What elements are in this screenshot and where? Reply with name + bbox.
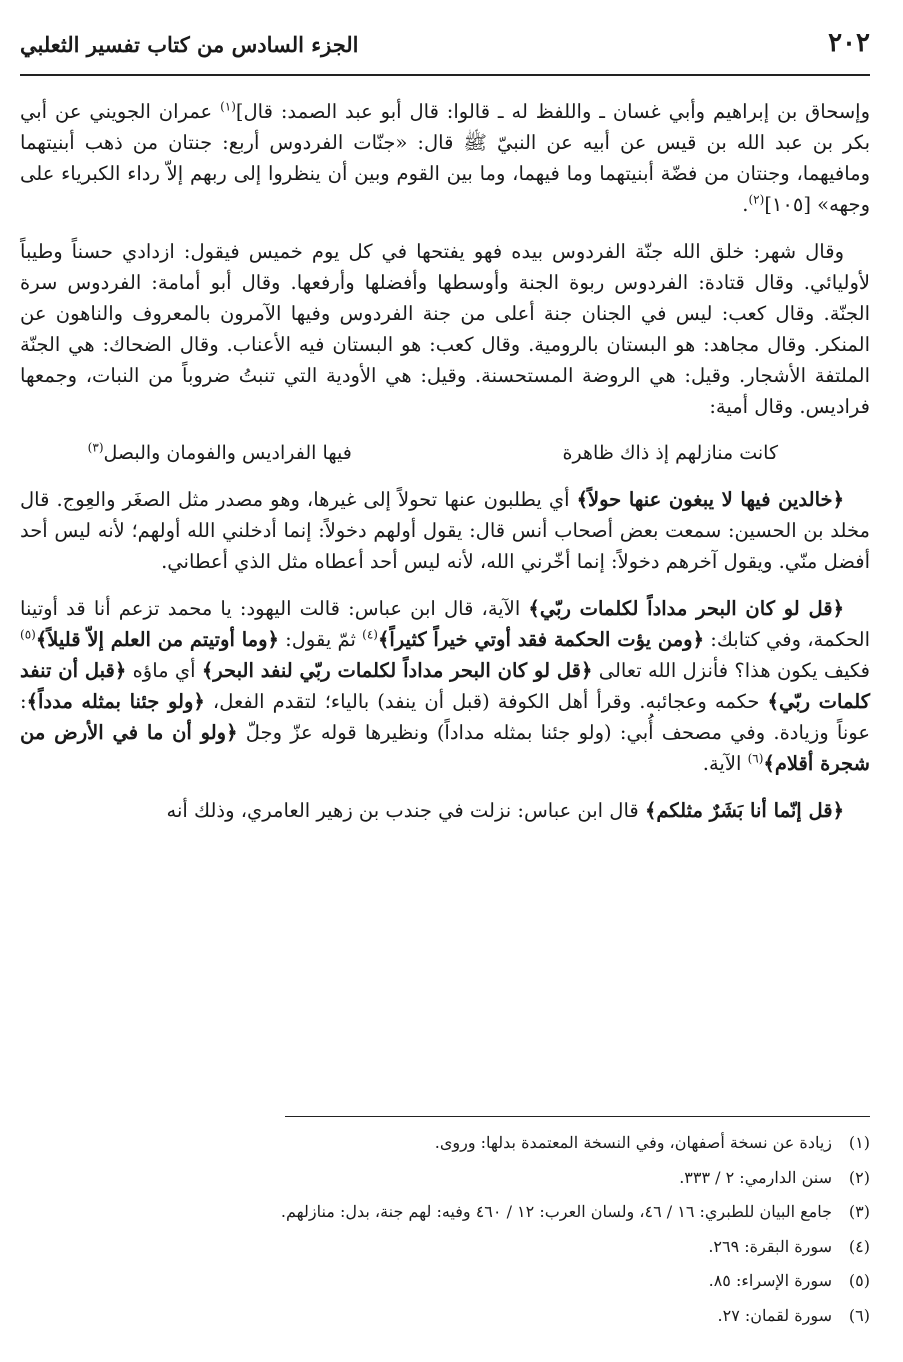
footnote-item xyxy=(20,1299,870,1334)
footnote-text: سورة البقرة: ٢٦٩. xyxy=(708,1236,832,1256)
poetry-verse xyxy=(20,438,870,468)
paragraph xyxy=(20,96,870,220)
quran-quote: ﴿قل لو كان البحر مداداً لكلمات ربّي﴾ xyxy=(528,597,844,620)
quran-quote: ﴿خالدين فيها لا يبغون عنها حولاً﴾ xyxy=(576,488,845,511)
footnote-item xyxy=(20,1195,870,1230)
verse-first-hemistich: كانت منازلهم إذ ذاك ظاهرة xyxy=(562,442,778,464)
footnote-separator xyxy=(285,1116,870,1117)
book-page xyxy=(20,24,870,1344)
quran-quote: ﴿وما أوتيتم من العلم إلاّ قليلاً﴾ xyxy=(35,628,279,651)
quran-quote: ﴿قل إنّما أنا بَشَرٌ مثلكم﴾ xyxy=(644,799,844,822)
text-run: أي ماؤه xyxy=(126,659,202,682)
footnote-ref: (١) xyxy=(220,99,236,114)
running-title: الجزء السادس من كتاب تفسير الثعلبي xyxy=(20,32,359,57)
paragraph xyxy=(20,593,870,779)
text-run: ثمّ يقول: xyxy=(278,628,363,651)
quran-quote: ﴿ومن يؤت الحكمة فقد أوتي خيراً كثيراً﴾ xyxy=(377,628,705,651)
footnote-number: (٢) xyxy=(848,1167,870,1187)
text-run: قال ابن عباس: نزلت في جندب بن زهير العامري، وذلك أنه xyxy=(166,799,645,822)
verse-second-text: فيها الفراديس والفومان والبصل xyxy=(103,442,352,464)
verse-second-hemistich xyxy=(20,438,420,468)
quran-quote: ﴿قل لو كان البحر مداداً لكلمات ربّي لنفد البحر﴾ xyxy=(201,659,593,682)
footnote-text: سورة الإسراء: ٨٥. xyxy=(708,1271,832,1290)
footnote-number: (٤) xyxy=(848,1236,870,1256)
text-run: عمران الجويني عن أبي بكر بن عبد الله بن قيس عن أبيه عن النبيّ ﷺ قال: «جنّات الفردوس أربع: جنتان من ذهب أبنيتهما ومافيهما، وجنتان من فضّة أبنيتهما وما فيهما، وما بين القوم وبين أن ينظروا إلى ربهم إلاّ رداء الكبرياء على وجهه» [١٠٥] xyxy=(20,100,870,216)
footnote-text: زيادة عن نسخة أصفهان، وفي النسخة المعتمدة بدلها: وروى. xyxy=(434,1133,832,1152)
footnote-ref: (٤) xyxy=(362,627,378,642)
footnote-number: (٦) xyxy=(848,1305,870,1325)
footnotes-list xyxy=(20,1126,870,1333)
footnote-number: (١) xyxy=(848,1133,870,1152)
footnote-item xyxy=(20,1264,870,1299)
main-text xyxy=(20,96,870,842)
footnote-number: (٣) xyxy=(848,1202,870,1221)
header-rule xyxy=(20,74,870,76)
paragraph xyxy=(20,795,870,826)
page-header xyxy=(20,24,870,68)
text-run: حكمه وعجائبه. وقرأ أهل الكوفة (قبل أن ينفد) بالياء؛ لتقدم الفعل، xyxy=(204,690,768,713)
text-run: الآية، قال ابن عباس: قالت اليهود: يا محمد تزعم أنا قد أوتينا الحكمة، وفي كتابك: xyxy=(20,597,870,651)
text-run: الآية. xyxy=(702,752,748,775)
footnote-ref: (٦) xyxy=(747,751,764,766)
footnote-text: سنن الدارمي: ٢ / ٣٣٣. xyxy=(679,1167,832,1187)
text-run: فكيف يكون هذا؟ فأنزل الله تعالى xyxy=(592,659,871,682)
footnote-item xyxy=(20,1230,870,1265)
quran-quote: ﴿ولو جئنا بمثله مدداً﴾ xyxy=(26,690,205,713)
footnote-item xyxy=(20,1161,870,1196)
text-run: وقال شهر: خلق الله جنّة الفردوس بيده فهو يفتحها في كل يوم خميس فيقول: ازدادي حسناً وطيباً لأوليائي. وقال قتادة: الفردوس ربوة الجنة وأوسطها وأفضلها وأرفعها. وقال أبو أمامة: الفردوس سرة الجنّة. وقال كعب: ليس في الجنان جنة أعلى من جنة الفردوس وفيها الآمرون بالمعروف والناهون عن المنكر. وقال مجاهد: هو البستان بالرومية. وقال كعب: هو البستان فيه الأعناب. وقال الضحاك: هي الجنّة الملتفة الأشجار. وقيل: هي الروضة المستحسنة. وقيل: هي الأودية التي تنبتُ ضروباً من النبات، وجمعها فراديس. وقال أمية: xyxy=(20,240,870,418)
page-number: ٢٠٢ xyxy=(828,28,870,58)
footnote-ref: (٢) xyxy=(748,192,765,207)
paragraph xyxy=(20,236,870,422)
quran-quote: ﴿ولو أن ما في الأرض من شجرة أقلام﴾ xyxy=(20,721,870,775)
paragraph-group-1 xyxy=(20,96,870,422)
footnote-ref: (٥) xyxy=(20,627,36,642)
text-run: أي يطلبون عنها تحولاً إلى غيرها، وهو مصدر مثل الصغَر والعِوج. قال مخلد بن الحسين: سمعت بعض أصحاب أنس قال: يقول أولهم دخولاً: إنما أدخلني الله أولهم؛ لأنه ليس أحد أفضل منّي. ويقول آخرهم دخولاً: إنما أخّرني الله، لأنه ليس أحد أعطاه مثل الذي أعطاني. xyxy=(20,488,870,573)
footnote-text: جامع البيان للطبري: ١٦ / ٤٦، ولسان العرب: ١٢ / ٤٦٠ وفيه: لهم جنة، بدل: منازلهم. xyxy=(280,1202,832,1221)
footnote-number: (٥) xyxy=(848,1271,870,1290)
text-run: : عوناً وزيادة. وفي مصحف أُبي: (ولو جئنا بمثله مداداً) ونظيرها قوله عزّ وجلّ xyxy=(20,690,870,744)
text-run: وإسحاق بن إبراهيم وأبي غسان ـ واللفظ له ـ قالوا: قال أبو عبد الصمد: قال] xyxy=(235,100,870,123)
text-run: . xyxy=(742,193,749,216)
paragraph-group-2 xyxy=(20,484,870,826)
footnote-text: سورة لقمان: ٢٧. xyxy=(717,1305,832,1325)
verse-footnote-ref: (٣) xyxy=(87,440,104,455)
footnote-item xyxy=(20,1126,870,1161)
paragraph xyxy=(20,484,870,577)
quran-quote: ﴿قبل أن تنفد كلمات ربّي﴾ xyxy=(20,659,870,713)
